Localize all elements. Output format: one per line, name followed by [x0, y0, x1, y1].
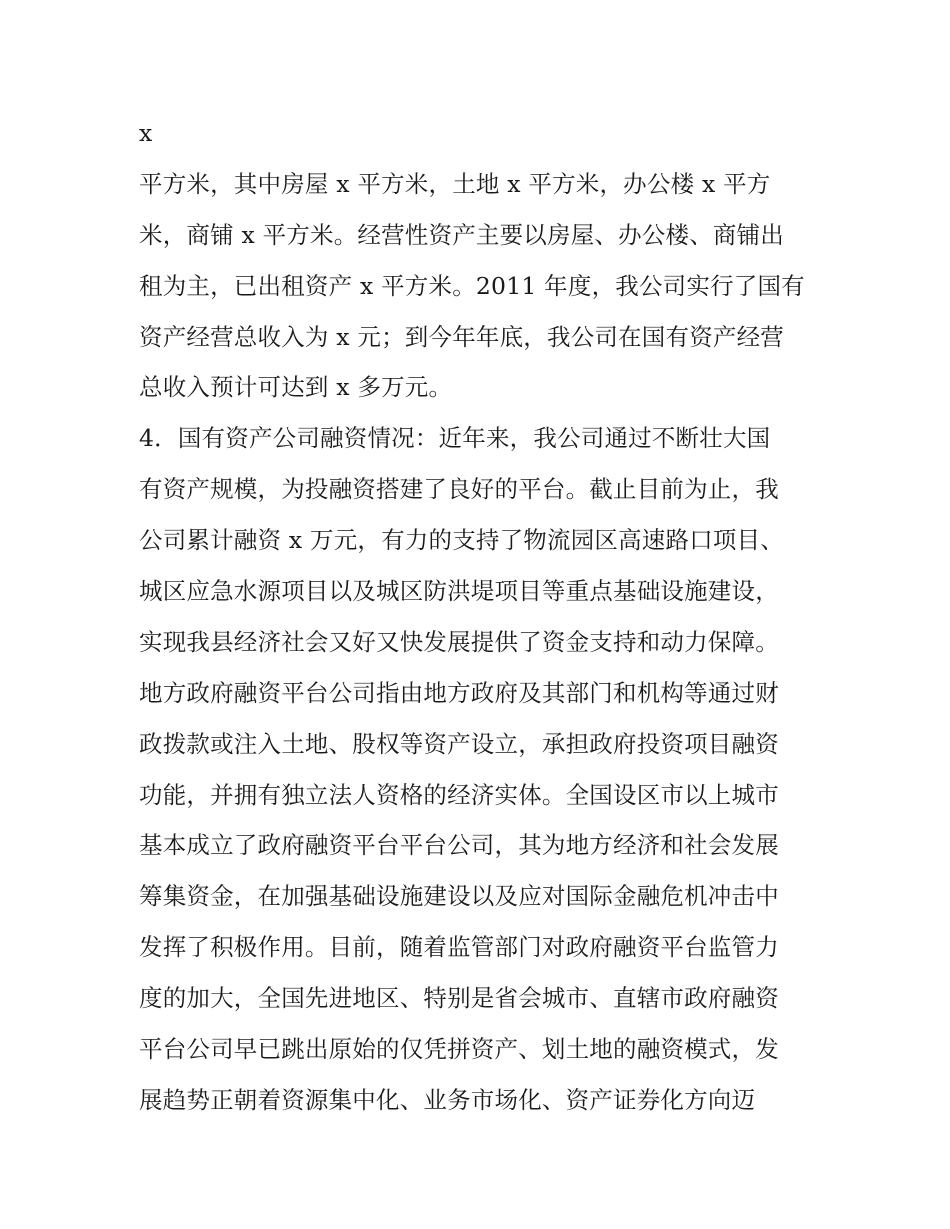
text-line: 发挥了积极作用。目前，随着监管部门对政府融资平台监管力 — [139, 933, 779, 962]
text-line: x — [139, 119, 153, 147]
text-line: 展趋势正朝着资源集中化、业务市场化、资产证券化方向迈 — [139, 1085, 756, 1114]
text-line: 实现我县经济社会又好又快发展提供了资金支持和动力保障。 — [139, 627, 779, 656]
text-line: 城区应急水源项目以及城区防洪堤项目等重点基础设施建设， — [139, 577, 779, 606]
text-line: 公司累计融资 x 万元，有力的支持了物流园区高速路口项目、 — [139, 526, 784, 555]
text-line: 平方米，其中房屋 x 平方米，土地 x 平方米，办公楼 x 平方 — [139, 169, 771, 198]
body-text — [139, 108, 829, 1126]
text-line: 米，商铺 x 平方米。经营性资产主要以房屋、办公楼、商铺出 — [139, 220, 784, 249]
text-line: 度的加大，全国先进地区、特别是省会城市、直辖市政府融资 — [139, 984, 779, 1013]
text-line: 资产经营总收入为 x 元；到今年年底，我公司在国有资产经营 — [139, 322, 784, 351]
text-line: 功能，并拥有独立法人资格的经济实体。全国设区市以上城市 — [139, 780, 779, 809]
text-line: 总收入预计可达到 x 多万元。 — [139, 373, 453, 402]
text-line: 有资产规模，为投融资搭建了良好的平台。截止目前为止，我 — [139, 475, 779, 504]
text-line: 地方政府融资平台公司指由地方政府及其部门和机构等通过财 — [139, 678, 779, 707]
text-line: 租为主，已出租资产 x 平方米。2011 年度，我公司实行了国有 — [139, 271, 805, 300]
text-line: 筹集资金，在加强基础设施建设以及应对国际金融危机冲击中 — [139, 882, 779, 911]
text-line: 4．国有资产公司融资情况：近年来，我公司通过不断壮大国 — [139, 424, 771, 453]
text-line: 平台公司早已跳出原始的仅凭拼资产、划土地的融资模式，发 — [139, 1035, 779, 1064]
text-line: 基本成立了政府融资平台平台公司，其为地方经济和社会发展 — [139, 831, 779, 860]
text-line: 政拨款或注入土地、股权等资产设立，承担政府投资项目融资 — [139, 729, 779, 758]
